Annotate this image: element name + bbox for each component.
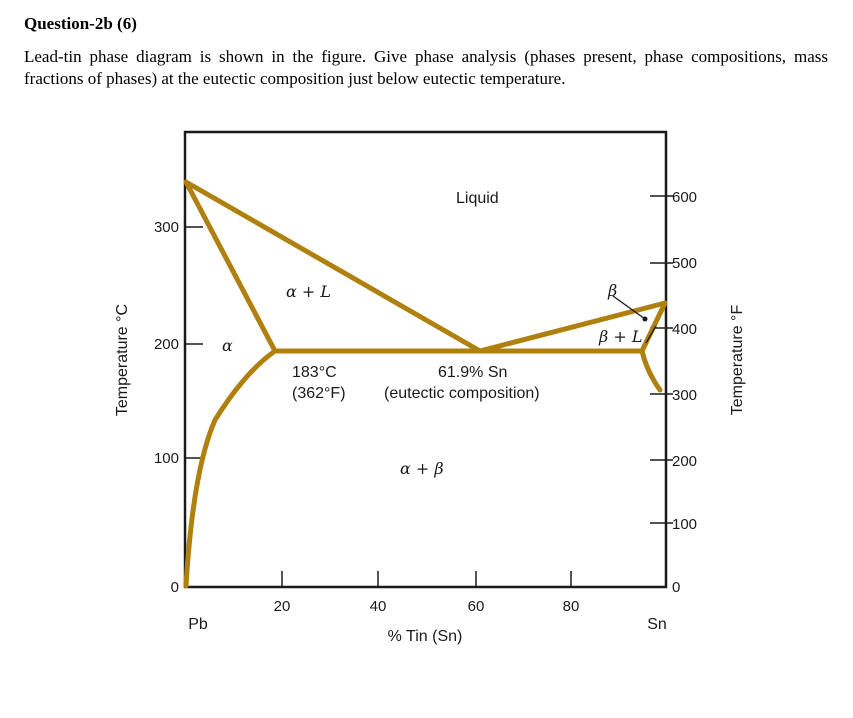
beta-region-label: β (608, 281, 618, 300)
solvus-beta (642, 351, 660, 390)
bottom-tick-label: 40 (369, 598, 387, 615)
solvus-alpha (186, 351, 275, 586)
pb-label: Pb (188, 616, 208, 633)
bottom-tick-label: 20 (273, 598, 291, 615)
right-tick-label: 200 (672, 453, 698, 470)
liquid-region-label: Liquid (456, 190, 499, 207)
beta-liquid-region-label: β + L (599, 327, 643, 346)
y-axis-label-right: Temperature °F (729, 304, 746, 416)
y-axis-label-left: Temperature °C (114, 303, 131, 417)
question-heading: Question-2b (6) (24, 14, 137, 33)
plot-frame (185, 132, 666, 587)
alpha-liquid-region-label: α + L (286, 282, 332, 301)
question-text: Lead-tin phase diagram is shown in the figure. Give phase analysis (phases present, phase compositions, mass fractions of phases) at the eutectic composition just below eutectic temperature. (24, 47, 828, 88)
left-axis-ticks (185, 227, 203, 458)
right-tick-label: 500 (672, 255, 698, 272)
alpha-beta-region-label: α + β (400, 459, 444, 478)
eutectic-composition: 61.9% Sn (438, 364, 508, 381)
phase-boundaries (186, 182, 665, 586)
sn-label: Sn (647, 616, 667, 633)
right-tick-label: 100 (672, 516, 698, 533)
right-tick-label: 600 (672, 189, 698, 206)
left-tick-label: 100 (153, 450, 179, 467)
bottom-tick-label: 60 (467, 598, 485, 615)
x-axis-label: % Tin (Sn) (387, 628, 463, 645)
bottom-tick-label: 80 (562, 598, 580, 615)
left-tick-label: 0 (170, 579, 179, 596)
left-tick-label: 200 (153, 336, 179, 353)
right-tick-label: 400 (672, 321, 698, 338)
right-tick-label: 300 (672, 387, 698, 404)
left-tick-label: 300 (153, 219, 179, 236)
right-tick-label: 0 (672, 579, 681, 596)
eutectic-temperature-c: 183°C (292, 364, 337, 381)
alpha-region-label: α (222, 336, 233, 355)
eutectic-composition-note: (eutectic composition) (384, 385, 540, 402)
beta-pointer-dot (643, 317, 648, 322)
right-axis-ticks (650, 196, 673, 523)
bottom-axis-ticks (282, 571, 571, 587)
eutectic-temperature-f: (362°F) (292, 385, 346, 402)
